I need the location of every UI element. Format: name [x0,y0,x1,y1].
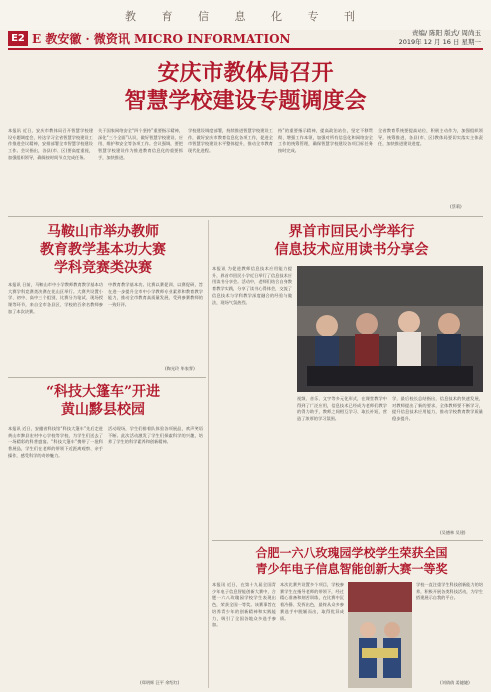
story1-col2: 关于国家网络安全“四个坚持”重要指示精神，深化“三个全面”认识，做好智慧学校建设、应用、维护和安全等各项工作。会议强调，要把智慧学校建设作为推进教育信息化的重要抓手，加快推进。 [98,128,183,160]
story3-col1: 本报讯 近日，安徽省科技馆“科技大篷车”先后走进黄山市黟县宏村中心学校等学校，为学生们送去了一场精彩的科普盛宴。“科技大篷车”携带了一批科普展品，学生们在老师的带领下近距离观察、亲手操作，感受科学的奇妙魅力。 [8,426,103,458]
divider-2 [8,377,206,378]
story1-headline-line1: 安庆市教体局召开 [157,60,334,86]
story1-col4: 持”的重要指示精神，提高政治站位，坚定不移贯彻、增强工作本领，加强对所有信息化和网络安全工作的统筹管理，确保智慧学校建设各项目标任务按时完成。 [278,128,373,154]
supplement-title: 教 育 信 息 化 专 刊 [125,10,366,23]
story5-col3: 学校一直注重学生科技创新能力的培养，积极开展各类科技活动，为学生搭建展示自我的平台。 [416,582,483,601]
header-rule [8,48,483,50]
issue-meta [351,29,481,47]
column-rule [208,220,209,688]
story4-headline-line2: 信息技术应用读书分享会 [274,242,429,258]
story2-headline-line2: 教育教学基本功大赛 [40,242,166,258]
story5-headline-line2: 青少年电子信息智能创新大赛一等奖 [255,562,448,576]
story5-byline: (刘倩倩 姜婕婕) [440,680,470,685]
story1-col5: 全省教育系统要提高站位，积极主动作为，加强组织领导，统筹推进，各县(市、区)教体局要切实落实主体责任，加快推进建设进度。 [378,128,483,147]
story1-col3: 学校建设调度部署，持续推进智慧学校建设工作，做好安庆市教育信息化各项工作，促进全市智慧学校建设水平整体提升，推动全市教育现代化进程。 [188,128,273,154]
story5-col1: 本报讯 近日，在第十九届全国青少年电子信息智能创新大赛中，合肥一六八玫瑰园学校学生表现出色，荣获全国一等奖。该赛事旨在培养青少年的创新精神和实践能力，吸引了全国各地众多选手参加。 [212,582,276,628]
story3-byline: (郑明辉 汪平 余绍红) [140,680,180,685]
story2-headline-line3: 学科竞赛类决赛 [54,260,152,276]
story4-photo [297,266,483,392]
story1-byline: (蔡莉) [450,204,462,209]
section-title: E 教安徽 · 微资讯 MICRO INFORMATION [32,32,291,46]
award-photo [348,582,412,688]
story4-col1: 本报讯 为促进教师信息技术应用能力提升，界首市回民小学近日举行了信息技术应用读书分享会。活动中，老师们结合自身教育教学实践，分享了读书心得体会，交流了信息技术与学科教学深度融合的经验与做法，现场气氛热烈。 [212,266,292,305]
story5-headline-line1: 合肥一六八玫瑰园学校学生荣获全国 [255,546,448,560]
story2-headline-line1: 马鞍山市举办教师 [47,224,159,240]
story3-headline-line2: 黄山黟县校园 [61,402,145,418]
story4-col3: 学，最后校长总结指出，信息技术的快速发展，对教师提出了新的要求，全体教师要不断学习，提升信息技术应用能力，推动学校教育教学质量稳步提升。 [392,396,483,422]
story4-col2: 视频、音乐、文字等多元化形式，在课堂教学中得到了广泛应用，信息技术已经成为老师们教学的得力助手，教师之间相互学习、取长补短，营造了浓厚的学习氛围。 [297,396,387,422]
story2-col1: 本报讯 日前，马鞍山市中小学教师教育教学基本功大赛学科竞赛类决赛在花山区举行。大赛共设置小学、初中、高中三个组别，比赛分为笔试、现场授课等环节，来自全市各县区、学校的百余名教师参加了本次决赛。 [8,282,103,314]
story5-col2: 本次比赛共设置多个项目，学校参赛学生在指导老师的带领下，经过精心准备和刻苦训练，在比赛中沉着冷静、发挥出色，最终从众多参赛选手中脱颖而出，取得优异成绩。 [280,582,344,621]
divider-3 [212,540,483,541]
reading-session-photo [297,266,483,392]
story3-headline-line1: “科技大篷车”开进 [45,384,161,400]
divider-1 [8,216,483,217]
story3-col2: 活动现场，学生们排着队体验各项展品，欢声笑语不断。此次活动激发了学生们探索科学的兴趣，培养了学生的科学素养和创新精神。 [108,426,203,445]
story5-photo [348,582,412,688]
issue-date: 2019年 12 月 16 日 星期一 [398,38,481,46]
editor-line: 责编/ 陈阳 版式/ 周尚玉 [411,29,481,37]
story4-headline-line1: 界首市回民小学举行 [288,224,415,240]
story1-headline-line2: 智慧学校建设专题调度会 [124,88,367,114]
story4-byline: (吴德林 吴建) [440,530,466,535]
story1-col1: 本报讯 近日，安庆市教体局召开智慧学校建设专题调度会，传达学习全省智慧学校建设工作推进会议精神，安排部署全市智慧学校建设工作。会议指出，各县(市、区)要高度重视，加强组织领导，确保按时间节点完成任务。 [8,128,93,160]
story2-col2: 中教育教学基本功。比赛以赛促训、以赛促研，旨在进一步提升全市中小学教师专业素养和教育教学能力，推动全市教育高质量发展，受到参赛教师的一致好评。 [108,282,203,308]
page-number-badge: E2 [8,31,28,46]
story2-byline: (陶光玲 毕家霁) [165,366,195,371]
